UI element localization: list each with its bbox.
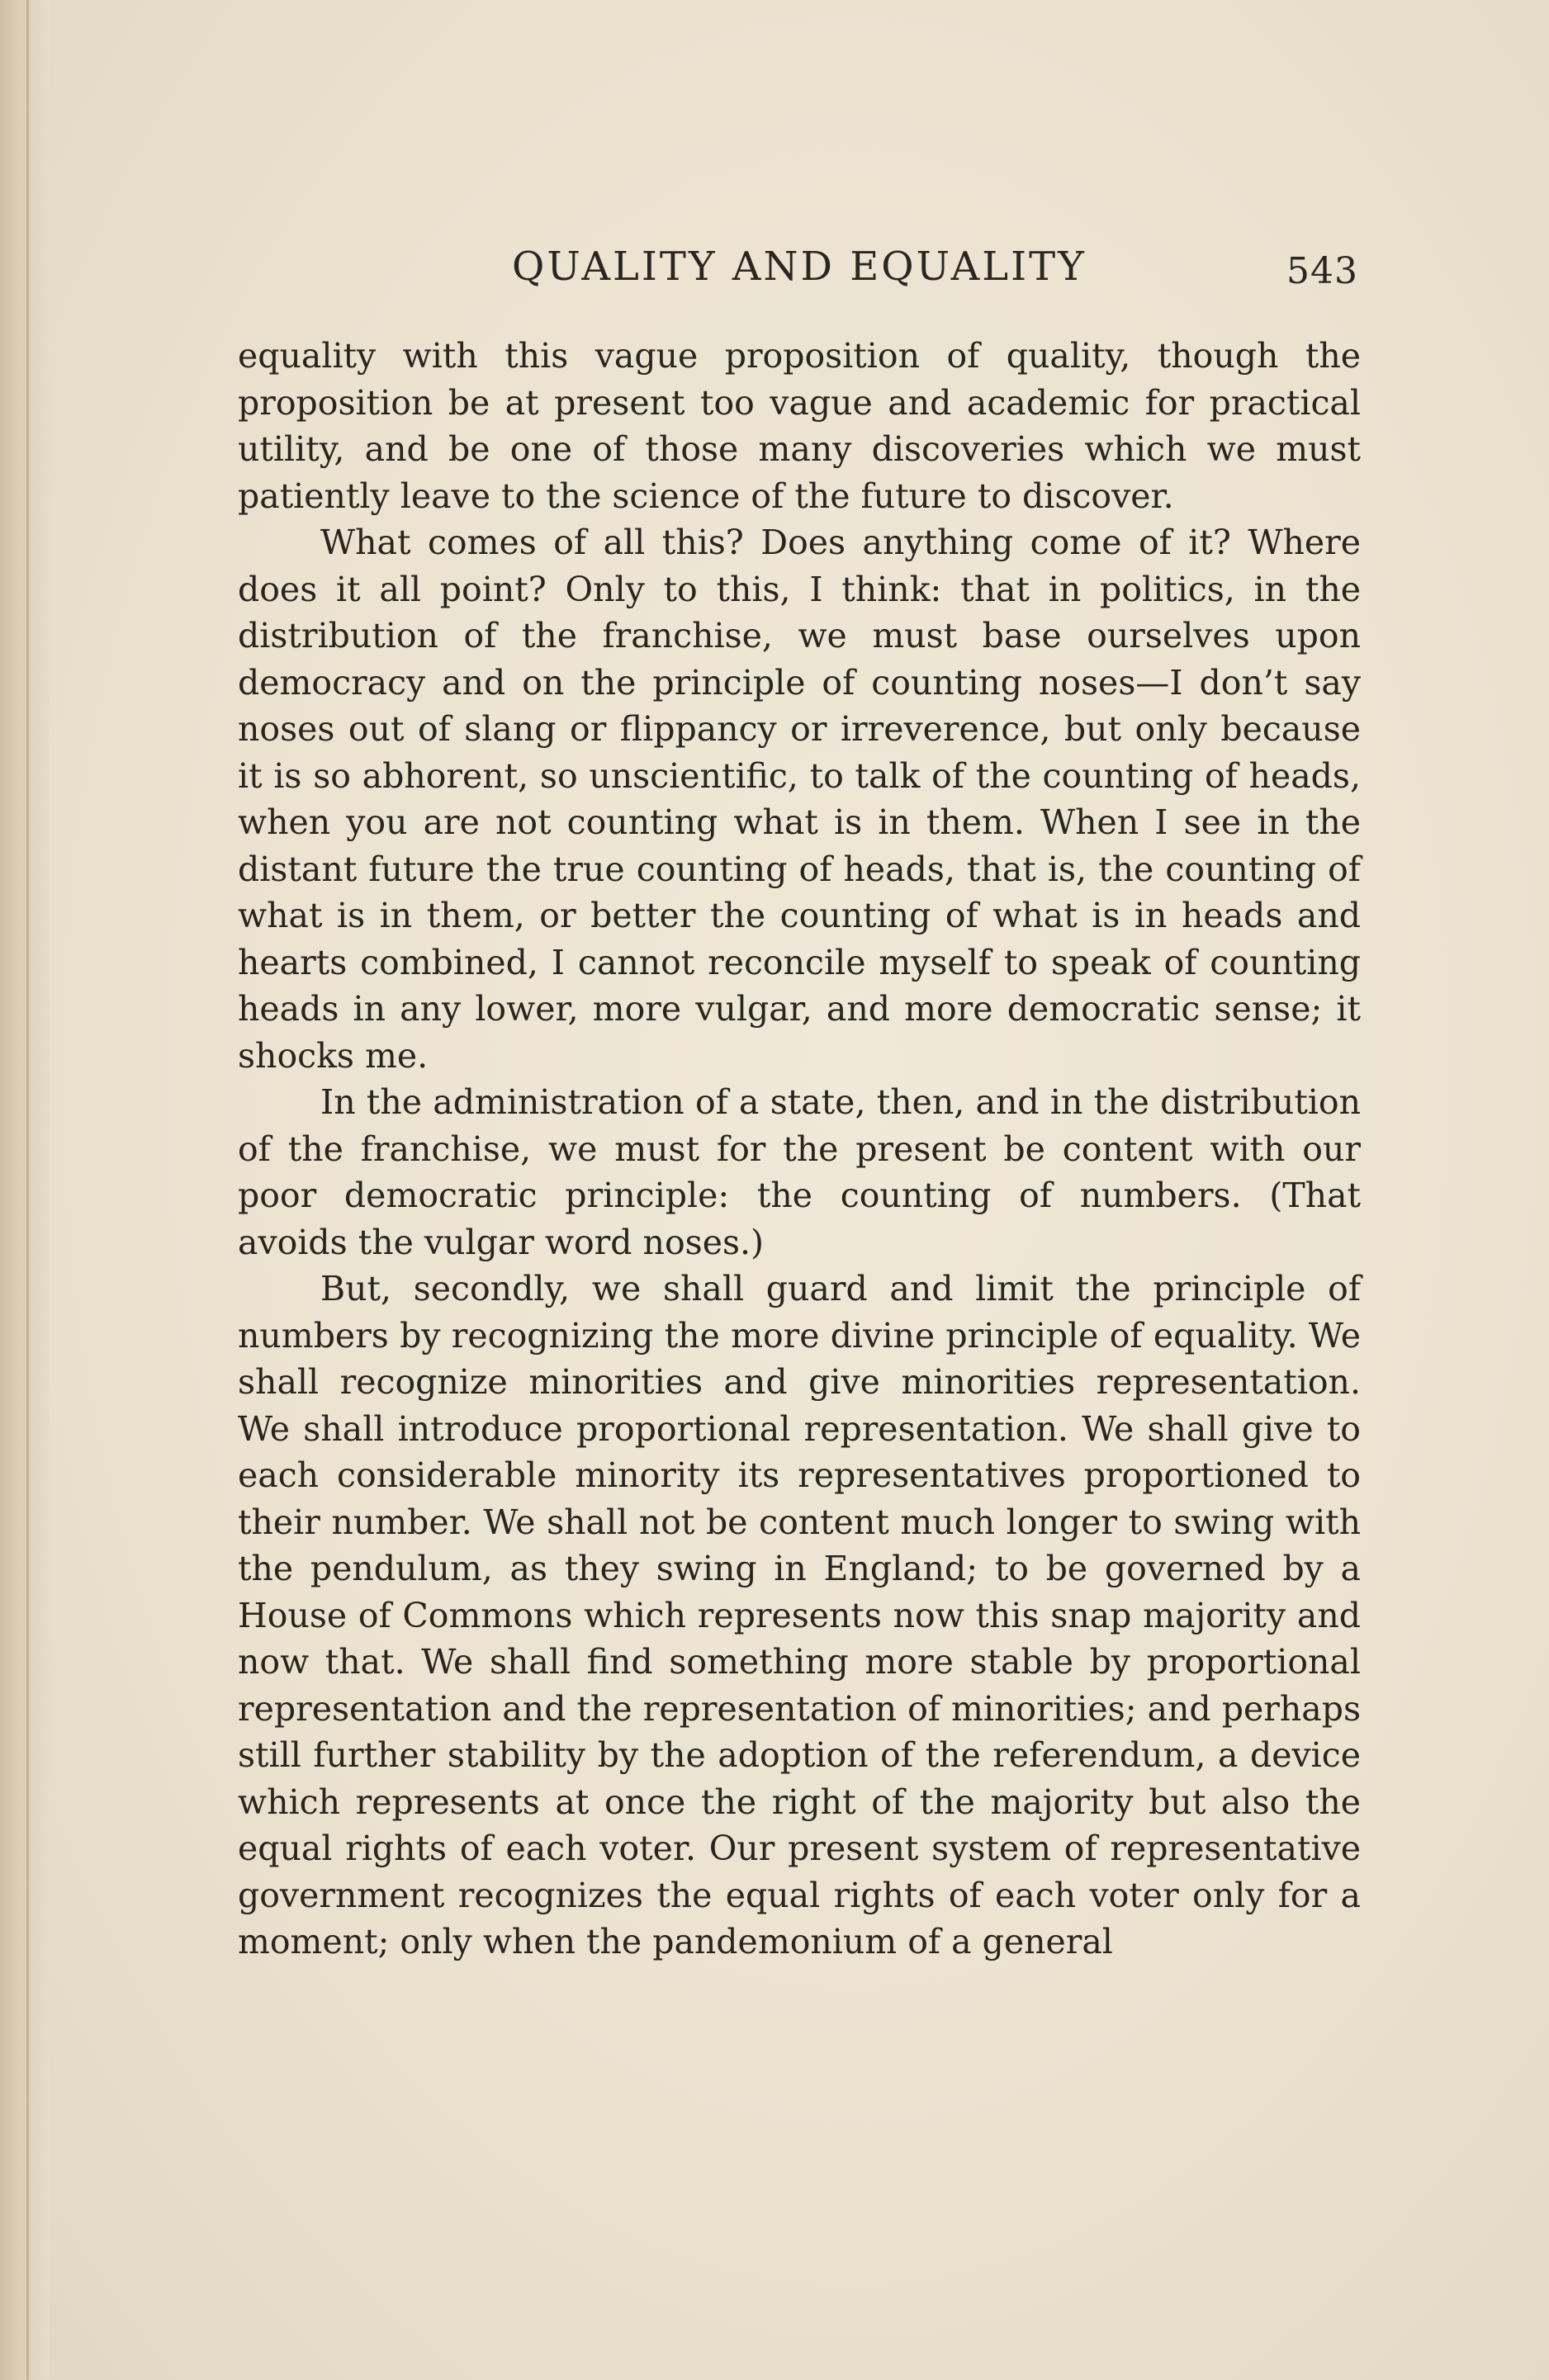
paragraph: In the administration of a state, then, and in the distribution of the franchise, we must for the present be content with our poor democratic principle: the counting of numbers. (That avoids the vulgar word noses.) — [238, 1082, 1361, 1262]
paragraph: But, secondly, we shall guard and limit the principle of numbers by recognizing the more divine principle of equality. We shall recognize minorities and give minorities representation. We shall introduce proportional representation. We shall give to each considerable minority its representatives proportioned to their number. We shall not be content much longer to swing with the pendulum, as they swing in England; to be governed by a House of Commons which represents now this snap majority and now that. We shall find something more stable by proportional representation and the representation of minorities; and perhaps still further stability by the adoption of the referendum, a device which represents at once the right of the majority but also the equal rights of each voter. Our present system of representative government recognizes the equal rights of each voter only for a moment; only when the pandemonium of a general — [238, 1269, 1361, 1961]
paragraph-continued: equality with this vague proposition of quality, though the proposition be at present too vague and academic for practical utility, and be one of those many discoveries which we must patiently leave to the science of the future to discover. — [238, 336, 1361, 516]
paragraph: What comes of all this? Does anything come of it? Where does it all point? Only to this, I think: that in politics, in the distribution of the franchise, we must base ourselves upon democracy and on the principle of counting noses—I don’t say noses out of slang or flippancy or irreverence, but only because it is so abhorent, so unscientific, to talk of the counting of heads, when you are not counting what is in them. When I see in the distant future the true counting of heads, that is, the counting of what is in them, or better the counting of what is in heads and hearts combined, I cannot reconcile myself to speak of counting heads in any lower, more vulgar, and more democratic sense; it shocks me. — [238, 523, 1361, 1076]
body-text — [238, 333, 1361, 1966]
page-number: 543 — [1286, 250, 1358, 292]
book-gutter — [0, 0, 50, 2380]
page-header — [239, 244, 1379, 301]
running-head: QUALITY AND EQUALITY — [512, 244, 1087, 290]
